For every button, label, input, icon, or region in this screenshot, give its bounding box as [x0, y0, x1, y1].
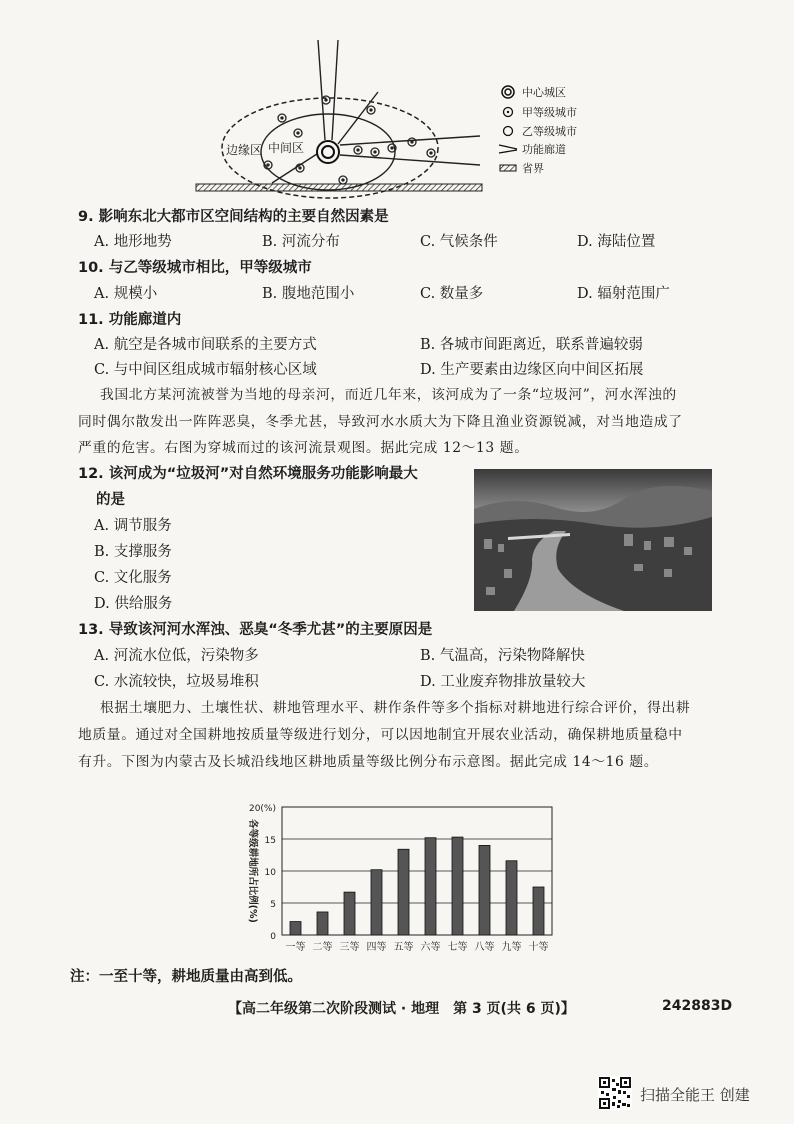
legend-center-city: [498, 84, 566, 100]
grade-b-city-icon: [498, 125, 518, 137]
passage-2-line-1: 根据土壤肥力、土壤性状、耕地管理水平、耕作条件等多个指标对耕地进行综合评价，得出耕: [100, 700, 691, 716]
question-10-option-c[interactable]: C. 数量多: [420, 286, 484, 302]
question-12-option-b[interactable]: B. 支撑服务: [94, 544, 172, 560]
y-tick-label: 10: [264, 868, 276, 878]
functional-corridors: [272, 40, 480, 183]
question-12-stem-line-2: 的是: [96, 492, 125, 508]
question-12-option-d[interactable]: D. 供给服务: [94, 596, 173, 612]
page-footer-title: 【高二年级第二次阶段测试 · 地理 第 3 页(共 6 页)】: [228, 1001, 575, 1017]
bar-10: [533, 887, 544, 935]
bar-7: [452, 837, 463, 935]
legend-province: [498, 160, 544, 176]
legend-grade-b: [498, 123, 577, 139]
bar-5: [398, 849, 409, 935]
y-tick-label: 0: [270, 932, 276, 942]
bar-9: [506, 861, 517, 935]
passage-1-line-2: 同时偶尔散发出一阵阵恶臭，冬季尤甚，导致河水水质大为下降且渔业资源锐减，对当地造成了: [78, 414, 683, 430]
urban-structure-diagram: [190, 40, 490, 200]
bar-6: [425, 838, 436, 935]
legend-corridor: [498, 141, 566, 157]
question-13-option-a[interactable]: A. 河流水位低，污染物多: [94, 648, 259, 664]
y-tick-label: 5: [270, 900, 276, 910]
legend-label: 中心城区: [522, 86, 566, 99]
x-tick-label: 四等: [366, 942, 387, 953]
question-12-stem-line-1: 12. 该河成为“垃圾河”对自然环境服务功能影响最大: [78, 466, 418, 482]
question-12-option-c[interactable]: C. 文化服务: [94, 570, 172, 586]
farmland-grade-bar-chart: [230, 795, 560, 965]
x-tick-label: 一等: [285, 942, 306, 953]
x-tick-label: 五等: [393, 942, 414, 953]
passage-2-line-3: 有升。下图为内蒙古及长城沿线地区耕地质量等级比例分布示意图。据此完成 14～16 题。: [78, 754, 659, 770]
province-border-icon: [498, 164, 518, 172]
province-border: [196, 184, 482, 191]
grade-a-city-icon: [498, 106, 518, 118]
question-11-option-b[interactable]: B. 各城市间距离近，联系普遍较弱: [420, 337, 643, 353]
bar-2: [317, 912, 328, 935]
passage-2-line-2: 地质量。通过对全国耕地按质量等级进行划分，可以因地制宜开展农业活动，确保耕地质量稳中: [78, 727, 683, 743]
page-footer-code: 242883D: [662, 998, 733, 1014]
question-9-option-a[interactable]: A. 地形地势: [94, 234, 172, 250]
legend-label: 甲等级城市: [522, 106, 577, 119]
bar-4: [371, 870, 382, 935]
x-tick-label: 六等: [420, 942, 441, 953]
x-tick-label: 三等: [339, 942, 360, 953]
qr-code-icon: [598, 1076, 632, 1110]
question-13-option-b[interactable]: B. 气温高，污染物降解快: [420, 648, 585, 664]
question-11-option-d[interactable]: D. 生产要素由边缘区向中间区拓展: [420, 362, 644, 378]
bar-8: [479, 845, 490, 935]
center-city-marker: [317, 141, 339, 163]
legend-label: 功能廊道: [522, 143, 566, 156]
question-13-stem: 13. 导致该河河水浑浊、恶臭“冬季尤甚”的主要原因是: [78, 622, 433, 638]
question-10-option-a[interactable]: A. 规模小: [94, 286, 158, 302]
bar-3: [344, 892, 355, 935]
question-9-option-c[interactable]: C. 气候条件: [420, 234, 498, 250]
legend-label: 省界: [522, 162, 544, 175]
passage-1-line-1: 我国北方某河流被誉为当地的母亲河，而近几年来，该河成为了一条“垃圾河”，河水浑浊的: [100, 387, 677, 403]
question-11-stem: 11. 功能廊道内: [78, 312, 182, 328]
river-landscape-photo: [474, 469, 712, 611]
question-13-option-c[interactable]: C. 水流较快，垃圾易堆积: [94, 674, 259, 690]
x-tick-label: 八等: [474, 942, 495, 953]
scanner-watermark-label: 扫描全能王 创建: [640, 1086, 750, 1104]
y-tick-label: 15: [264, 836, 276, 846]
question-10-option-d[interactable]: D. 辐射范围广: [577, 286, 670, 302]
question-10-stem: 10. 与乙等级城市相比，甲等级城市: [78, 260, 312, 276]
y-tick-label: 20(%): [248, 804, 276, 814]
x-tick-label: 九等: [501, 942, 522, 953]
question-9-stem: 9. 影响东北大都市区空间结构的主要自然因素是: [78, 209, 389, 225]
edge-zone-label: 边缘区: [226, 143, 263, 157]
x-tick-label: 二等: [312, 942, 333, 953]
bar-1: [290, 922, 301, 935]
question-12-option-a[interactable]: A. 调节服务: [94, 518, 172, 534]
center-city-icon: [498, 85, 518, 99]
x-tick-label: 七等: [447, 942, 468, 953]
question-13-option-d[interactable]: D. 工业废弃物排放量较大: [420, 674, 586, 690]
legend-label: 乙等级城市: [522, 125, 577, 138]
y-axis-label: 各等级耕地所占比例(%): [247, 819, 258, 923]
corridor-icon: [498, 143, 518, 155]
chart-note: 注：一至十等，耕地质量由高到低。: [70, 969, 302, 985]
middle-zone-label: 中间区: [268, 141, 305, 155]
question-10-option-b[interactable]: B. 腹地范围小: [262, 286, 355, 302]
passage-1-line-3: 严重的危害。右图为穿城而过的该河流景观图。据此完成 12～13 题。: [78, 440, 529, 456]
x-tick-label: 十等: [528, 942, 549, 953]
question-11-option-c[interactable]: C. 与中间区组成城市辐射核心区域: [94, 362, 317, 378]
question-11-option-a[interactable]: A. 航空是各城市间联系的主要方式: [94, 337, 317, 353]
legend-grade-a: [498, 104, 577, 120]
question-9-option-d[interactable]: D. 海陆位置: [577, 234, 656, 250]
question-9-option-b[interactable]: B. 河流分布: [262, 234, 340, 250]
